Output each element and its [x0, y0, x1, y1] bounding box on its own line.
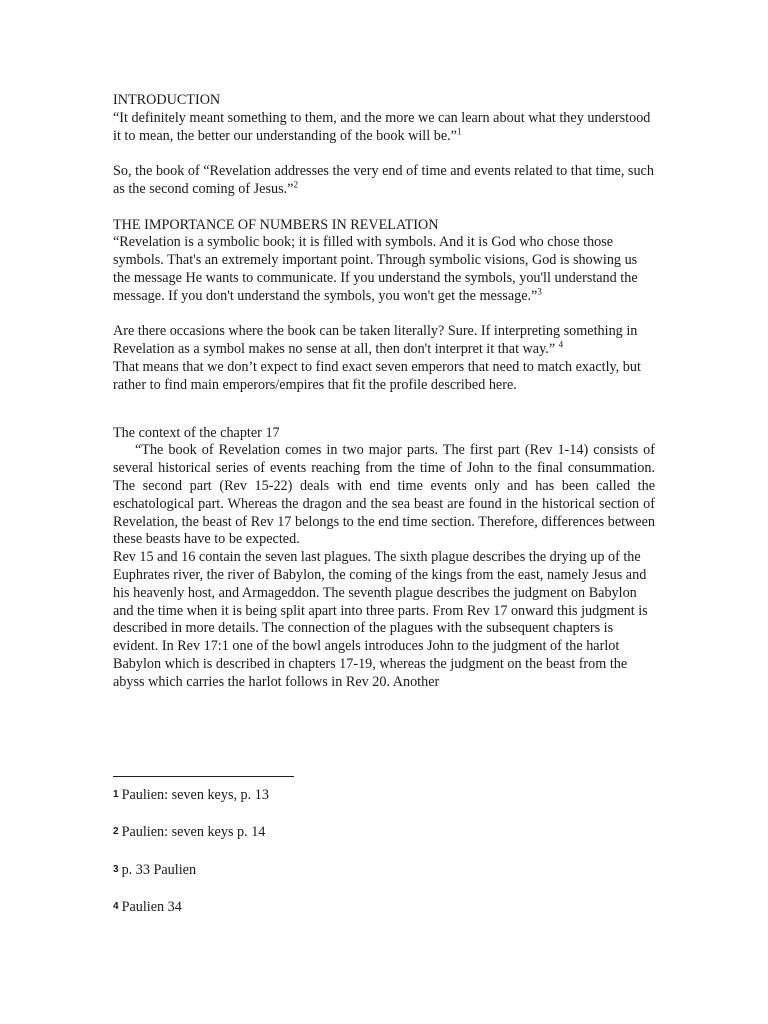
footnote-ref-3[interactable]: 3	[537, 286, 542, 297]
numbers-literal-text: Are there occasions where the book can be taken literally? Sure. If interpreting something in Revelation as a symbol makes no sense at all, then don't interpret it that way.”	[113, 323, 638, 358]
footnote-1	[113, 786, 653, 805]
intro-heading: INTRODUCTION	[113, 92, 221, 108]
context-quote: “The book of Revelation comes in two major parts. The first part (Rev 1-14) consists of several historical series of events reaching from the time of John to the final consummation. The second part (Rev 15-22) deals with end time events only and has been called the eschatological part. Whereas the dragon and the sea beast are found in the historical section of Revelation, the beast of Rev 17 belongs to the end time section. Therefore, differences between these beasts have to be expected.	[113, 442, 655, 548]
footnote-number: 2	[113, 826, 119, 838]
footnote-text: Paulien 34	[121, 898, 182, 915]
footnote-2	[113, 823, 653, 842]
footnote-number: 3	[113, 863, 119, 875]
footnote-separator	[113, 776, 294, 777]
footnote-text: Paulien: seven keys, p. 13	[121, 787, 269, 803]
context-plagues-paragraph: Rev 15 and 16 contain the seven last plagues. The sixth plague describes the drying up of the Euphrates river, the river of Babylon, the coming of the kings from the east, namely Jesus and his heavenly host, and Armageddon. The seventh plague describes the judgment on Babylon and the time when it is being split apart into three parts. From Rev 17 onward this judgment is described in more details. The connection of the plagues with the subsequent chapters is evident. In Rev 17:1 one of the bowl angels introduces John to the judgment of the harlot Babylon which is described in chapters 17-19, whereas the judgment on the beast from the abyss which carries the harlot follows in Rev 20. Another	[113, 549, 648, 690]
footnote-number: 4	[113, 900, 119, 912]
footnote-text: Paulien: seven keys p. 14	[121, 824, 266, 841]
footnote-text: p. 33 Paulien	[121, 861, 197, 878]
numbers-quote-text: “Revelation is a symbolic book; it is filled with symbols. And it is God who chose those symbols. That's an extremely important point. Through symbolic visions, God is showing us the message He wants to communicate. If you understand the symbols, you'll understand the message. If you don't understand the symbols, you won't get the message.”	[113, 234, 638, 304]
numbers-literal-paragraph	[113, 323, 655, 359]
intro-quote-text: “It definitely meant something to them, and the more we can learn about what they understood it to mean, the better our understanding of the book will be.”	[113, 109, 651, 144]
footnotes	[113, 786, 653, 935]
numbers-quote	[113, 234, 655, 305]
numbers-heading: THE IMPORTANCE OF NUMBERS IN REVELATION	[113, 216, 439, 233]
footnote-ref-1[interactable]: 1	[456, 125, 462, 136]
footnote-number: 1	[113, 789, 119, 800]
document-body	[113, 92, 655, 692]
footnote-4	[113, 898, 653, 917]
footnote-ref-2[interactable]: 2	[293, 179, 298, 190]
footnote-ref-4[interactable]: 4	[558, 339, 564, 350]
intro-quote	[113, 110, 655, 146]
context-heading: The context of the chapter 17	[113, 424, 280, 441]
footnote-3	[113, 861, 653, 880]
numbers-emperors-paragraph: That means that we don’t expect to find exact seven emperors that need to match exactly, but rather to find main emperors/empires that fit the profile described here.	[113, 358, 641, 393]
intro-paragraph-text: So, the book of “Revelation addresses the very end of time and events related to that time, such as the second coming of Jesus.”	[113, 163, 654, 197]
intro-paragraph	[113, 163, 655, 199]
